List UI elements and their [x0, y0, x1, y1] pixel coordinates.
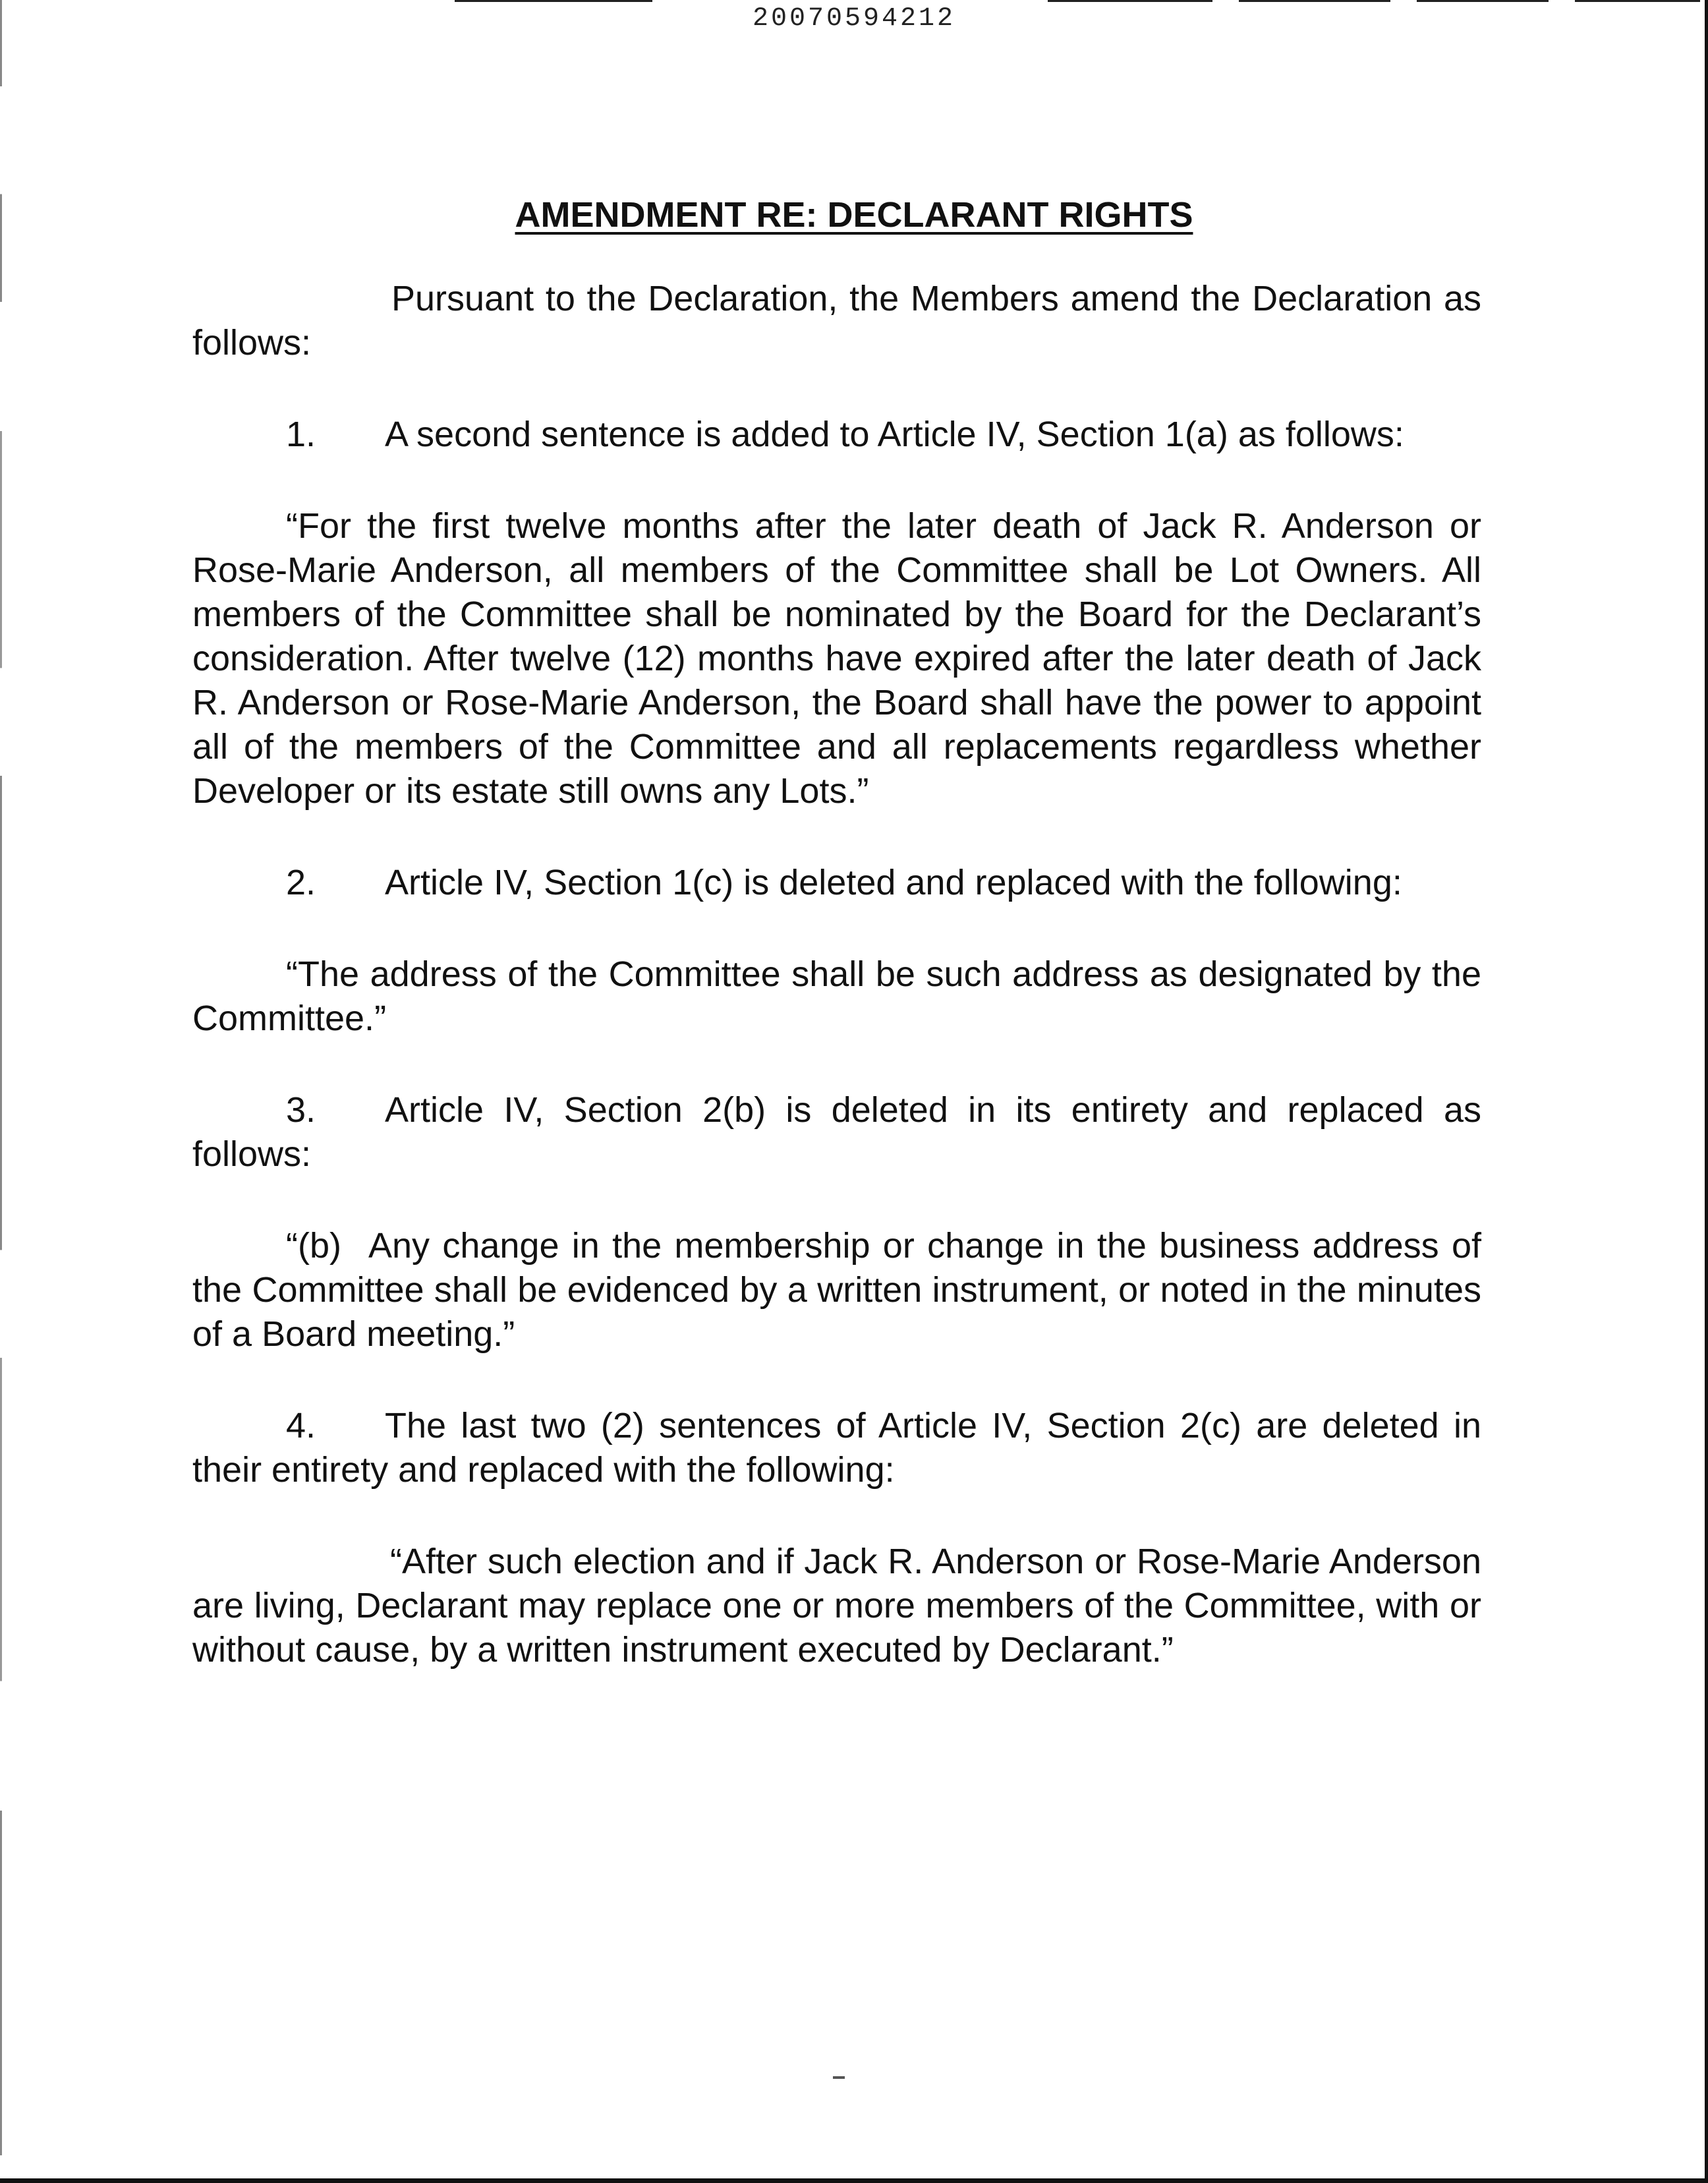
item-number: 4. [286, 1406, 316, 1445]
scan-artifact-top-rule [1417, 0, 1549, 2]
item-text: The last two (2) sentences of Article IV, Section 2(c) are deleted in their entirety and replaced with the following: [192, 1406, 1481, 1490]
amendment-quote-4: “After such election and if Jack R. Anderson or Rose-Marie Anderson are living, Declarant may replace one or more members of the Committee, with or without cause, by a written instrument executed by Declarant.” [192, 1542, 1481, 1670]
scan-artifact-left-edge [0, 0, 2, 2155]
scan-artifact-top-rule [1048, 0, 1212, 2]
amendment-item-1 [192, 413, 1481, 457]
document-body [192, 277, 1481, 1720]
quote-subsection-label: “(b) [286, 1226, 341, 1266]
amendment-item-3 [192, 1088, 1481, 1177]
amendment-item-2 [192, 861, 1481, 905]
quote-text: Any change in the membership or change in the business address of the Committee shall be evidenced by a written instrument, or noted in the minutes of a Board meeting.” [192, 1226, 1481, 1354]
amendment-quote-1: “For the first twelve months after the later death of Jack R. Anderson or Rose-Marie Anderson, all members of the Committee shall be Lot Owners. All members of the Committee shall be nominated by the Board for the Declarant’s consideration. After twelve (12) months have expired after the later death of Jack R. Anderson or Rose-Marie Anderson, the Board shall have the power to appoint all of the members of the Committee and all replacements regardless whether Developer or its estate still owns any Lots.” [192, 506, 1481, 811]
item-text: A second sentence is added to Article IV, Section 1(a) as follows: [385, 415, 1404, 454]
document-title: AMENDMENT RE: DECLARANT RIGHTS [515, 195, 1193, 235]
scan-artifact-right-edge [1705, 0, 1708, 2183]
scan-artifact-top-rule [455, 0, 652, 2]
item-text: Article IV, Section 1(c) is deleted and replaced with the following: [385, 863, 1402, 902]
item-number: 2. [286, 863, 316, 902]
amendment-item-4 [192, 1404, 1481, 1492]
scan-artifact-bottom-rule [0, 2178, 1708, 2183]
intro-paragraph: Pursuant to the Declaration, the Members amend the Declaration as follows: [192, 279, 1481, 363]
recording-number: 20070594212 [752, 4, 956, 34]
item-text: Article IV, Section 2(b) is deleted in its entirety and replaced as follows: [192, 1090, 1481, 1174]
scan-artifact-top-rule [1239, 0, 1390, 2]
amendment-quote-3 [192, 1224, 1481, 1356]
page-mark [833, 2076, 845, 2079]
amendment-quote-2: “The address of the Committee shall be such address as designated by the Committee.” [192, 954, 1481, 1038]
item-number: 3. [286, 1090, 316, 1130]
item-number: 1. [286, 415, 316, 454]
scan-artifact-top-rule [1575, 0, 1700, 2]
